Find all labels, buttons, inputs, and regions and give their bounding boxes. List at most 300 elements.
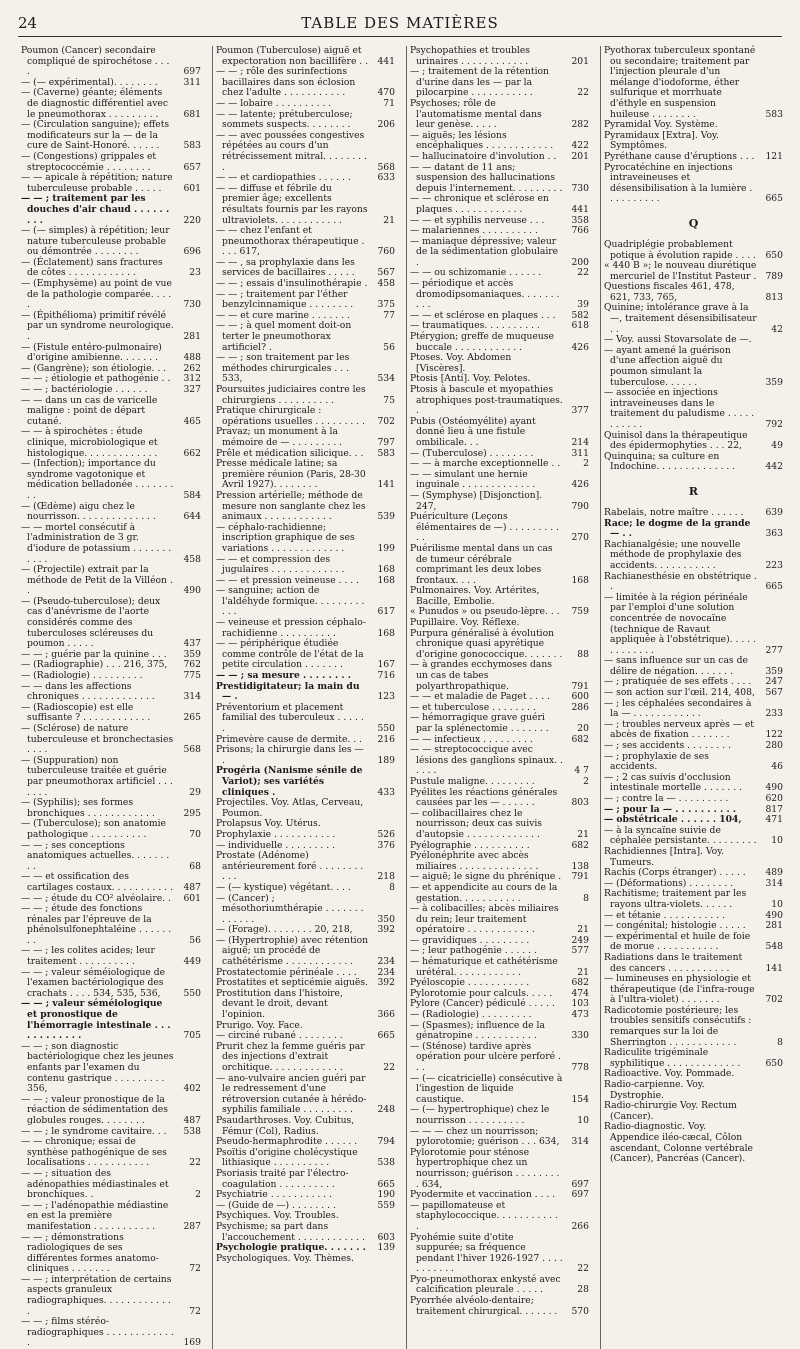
index-entry [21, 1317, 201, 1349]
entry-text: — (— cicatricielle) consécutive à l'ingestion de liquide caustique. [410, 1072, 563, 1105]
entry-page-number: 813 [765, 291, 783, 303]
index-entry [21, 904, 201, 946]
entry-page-number: 280 [765, 740, 783, 752]
entry-page-number: 123 [377, 691, 395, 703]
entry-page-number: 169 [183, 1337, 201, 1349]
entry-text: — — simulant une hernie inguinale . . . . . . . . . . . . . [410, 468, 536, 491]
entry-page-number: 775 [183, 670, 201, 682]
entry-page-number: 567 [377, 267, 395, 279]
entry-page-number: 778 [571, 1062, 589, 1073]
entry-page-number: 234 [377, 966, 395, 978]
entry-page-number: 21 [577, 966, 589, 978]
index-entry [216, 989, 395, 1021]
entry-page-number: 282 [571, 119, 589, 131]
entry-text: « 440 B »; le nouveau diurétique mercuriel de l'Institut Pasteur . [604, 260, 757, 282]
entry-page-number: 426 [571, 479, 589, 491]
entry-text: Rachitisme; traitement par les rayons ultra-violets. . . . . . [604, 888, 747, 910]
entry-page-number: 4 7 [574, 765, 589, 777]
index-entry [604, 656, 783, 677]
index-entry [410, 470, 589, 491]
entry-page-number: 474 [571, 987, 589, 999]
entry-text: — — ; traitement par l'éther benzylcinnamique . . . . . . . . [216, 288, 354, 311]
entry-page-number: 682 [571, 733, 589, 745]
index-entry [604, 889, 783, 910]
entry-text: — — et compression des jugulaires . . . . . . . . . . . . . [216, 553, 345, 576]
entry-page-number: 68 [189, 860, 201, 872]
entry-text: — (Infection); importance du syndrome vagotonique et médication belladonée . . . . . . . . . [21, 458, 174, 501]
index-entry [216, 131, 395, 173]
entry-text: Psoïtis d'origine cholécystique lithiasique . . . . . . . . . . [216, 1146, 358, 1169]
index-entry [21, 724, 201, 756]
entry-page-number: 470 [377, 87, 395, 99]
entry-text: — — ou schizomanie . . . . . . [410, 267, 542, 279]
entry-text: — — ; les colites acides; leur traitement . . . . . . . . . . [21, 945, 155, 968]
entry-page-number: 437 [183, 638, 201, 650]
index-entry [410, 544, 589, 586]
index-entry [410, 1127, 589, 1148]
index-entry [216, 555, 395, 576]
entry-page-number: 281 [183, 331, 201, 343]
index-entry [216, 1074, 395, 1116]
entry-page-number: 426 [571, 341, 589, 353]
index-entry [604, 46, 783, 120]
entry-text: — (Congestions) grippales et streptococcémie . . . . . . . . [21, 150, 157, 173]
index-entry [216, 226, 395, 258]
entry-text: Poumon (Tuberculose) aiguë et expectoration non bacillifère . . [216, 45, 369, 67]
entry-page-number: 154 [571, 1093, 589, 1105]
entry-text: — maniaque dépressive; valeur de la sédimentation globulaire . [410, 235, 559, 268]
index-entry [410, 332, 589, 353]
index-entry [604, 131, 783, 152]
index-entry [21, 597, 201, 650]
entry-page-number: 286 [571, 701, 589, 713]
index-entry [604, 163, 783, 205]
index-entry [410, 1201, 589, 1233]
entry-text: — hallucinatoire d'involution . . [410, 150, 557, 162]
entry-page-number: 8 [389, 881, 395, 893]
index-entry [21, 946, 201, 967]
entry-page-number: 2 [195, 1189, 201, 1201]
entry-text: — — chronique et sclérose en plaques . . . . . . . . . . . . [410, 193, 549, 215]
entry-page-number: 363 [765, 528, 783, 540]
entry-text: — ; pour la — . . . . . . . . . . [604, 803, 737, 815]
index-entry [604, 1080, 783, 1101]
entry-page-number: 277 [765, 644, 783, 656]
index-entry [410, 660, 589, 692]
entry-page-number: 366 [377, 1009, 395, 1021]
entry-text: Ptérygion; greffe de muqueuse buccale . . . . . . . . . . . . [410, 331, 554, 353]
entry-text: — aiguës; les lésions encéphaliques . . . . . . . . . . . . [410, 129, 554, 152]
entry-text: Radio-diagnostic. Voy. Appendice iléo-cæcal, Côlon ascendant, Colonne vertébrale (Cancer), Pancréas (Cancer). [604, 1121, 753, 1165]
entry-page-number: 21 [577, 828, 589, 840]
entry-page-number: 488 [183, 352, 201, 364]
entry-text: Pyorrhée alvéolo-dentaire; traitement chirurgical. . . . . . . [410, 1295, 558, 1317]
entry-page-number: 665 [765, 193, 783, 205]
index-entry [21, 343, 201, 364]
index-entry [410, 279, 589, 311]
index-entry [410, 1042, 589, 1074]
index-entry [216, 703, 395, 735]
index-entry [21, 565, 201, 597]
entry-page-number: 730 [183, 299, 201, 311]
index-entry [21, 173, 201, 194]
entry-text: Psoriasis traité par l'électro-coagulation . . . . . . . . . . [216, 1167, 349, 1190]
entry-page-number: 789 [765, 270, 783, 282]
entry-page-number: 790 [571, 500, 589, 512]
entry-page-number: 490 [765, 782, 783, 794]
entry-page-number: 22 [577, 87, 589, 99]
entry-page-number: 422 [571, 140, 589, 152]
index-entry [410, 957, 589, 978]
entry-text: Quinisol dans la thérapeutique des épidermophyties . . . 22, [604, 429, 748, 452]
index-entry [604, 240, 783, 261]
entry-text: Radio-carpienne. Voy. Dystrophie. [604, 1079, 705, 1101]
entry-text: — — latente; prétuberculose; sommets suspects. . . . . . . . [216, 108, 353, 131]
entry-page-number: 21 [383, 214, 395, 226]
entry-text: — ; les céphalées secondaires à la — . . . . . . . . . . . . [604, 697, 752, 720]
entry-text: Primevère cause de dermite. . . [216, 733, 362, 745]
entry-page-number: 583 [377, 447, 395, 459]
entry-page-number: 582 [571, 309, 589, 321]
entry-page-number: 791 [571, 680, 589, 692]
page-header [18, 10, 782, 37]
entry-text: Psychisme; sa part dans l'accouchement . . . . . . . . . . . . [216, 1220, 366, 1243]
entry-text: — (Radiographie) . . . 216, 375, [21, 659, 168, 671]
index-entry [410, 194, 589, 215]
entry-text: — — — chez un nourrisson; pylorotomie; guérison . . . 634, [410, 1125, 560, 1148]
entry-text: Pyélographie . . . . . . . . . . [410, 839, 530, 851]
entry-page-number: 201 [571, 55, 589, 67]
entry-page-number: 220 [183, 214, 201, 226]
entry-text: Prostatites et septicémie aiguës. [216, 977, 368, 989]
entry-text: Radiculite trigéminale syphilitique . . . . . . . . . . . . . [604, 1047, 741, 1069]
entry-text: Pyréthane cause d'éruptions . . . [604, 150, 755, 162]
index-entry [216, 491, 395, 523]
entry-page-number: 88 [577, 648, 589, 660]
entry-page-number: 223 [765, 559, 783, 571]
entry-page-number: 570 [571, 1305, 589, 1317]
index-entry [216, 745, 395, 766]
entry-text: — — lobaire . . . . . . . . . . [216, 97, 332, 109]
entry-page-number: 2 [583, 775, 589, 787]
entry-page-number: 359 [765, 665, 783, 677]
index-entry [216, 1042, 395, 1074]
entry-page-number: 650 [765, 1057, 783, 1069]
entry-text: — sanguine; action de l'aldéhyde formique. . . . . . . . . . . . [216, 585, 365, 618]
entry-text: Pyrocatéchine en injections intraveineuses et désensibilisation à la lumière . . . . . . . . . . [604, 161, 753, 205]
entry-text: — obstétricale . . . . . . 104, [604, 814, 742, 826]
index-entry [216, 1116, 395, 1137]
entry-text: Pyohémie suite d'otite suppurée; sa fréquence pendant l'hiver 1926-1927 . . . . . . . . . . . [410, 1231, 563, 1275]
entry-text: — sans influence sur un cas de délire de négation. . . . . . . [604, 655, 748, 677]
index-entry [604, 752, 783, 773]
entry-text: — — ; films stéréo-radiographiques . . . . . . . . . . . . . [21, 1316, 174, 1349]
entry-text: — traumatiques. . . . . . . . . . [410, 320, 540, 332]
entry-page-number: 550 [377, 723, 395, 734]
page-title: TABLE DES MATIÈRES [301, 14, 499, 32]
entry-page-number: 568 [183, 744, 201, 756]
entry-page-number: 330 [571, 1030, 589, 1042]
entry-text: Pravaz; un monument à la mémoire de — . . . . . . . . . [216, 426, 343, 448]
entry-text: — congénital; histologie . . . . . [604, 920, 746, 932]
entry-text: Pression artérielle; méthode de mesure non sanglante chez les animaux . . . . . . . . . . . . [216, 489, 366, 523]
entry-page-number: 216 [377, 733, 395, 745]
entry-page-number: 550 [183, 987, 201, 999]
entry-text: — — et ossification des cartilages costaux. . . . . . . . . . . [21, 871, 174, 893]
entry-text: Ptosis [Antí]. Voy. Pelotes. [410, 373, 531, 385]
entry-text: — — streptococcique avec lésions des ganglions spinaux. . . . . . [410, 744, 563, 777]
index-entry [21, 88, 201, 120]
entry-text: — (Radioscopie) est elle suffisante ? . . . . . . . . . . . . [21, 701, 151, 724]
index-entry [21, 1169, 201, 1201]
entry-text: — ; prophylaxie de ses accidents. [604, 750, 709, 773]
entry-page-number: 8 [583, 892, 589, 904]
entry-text: Prolapsus Voy. Utérus. [216, 818, 321, 830]
entry-text: Rachidiennes [Intra]. Voy. Tumeurs. [604, 845, 725, 868]
entry-text: — (— hypertrophique) chez le nourrisson . . . . . . . . . . [410, 1104, 550, 1126]
entry-page-number: 139 [377, 1242, 395, 1254]
entry-page-number: 22 [577, 267, 589, 279]
entry-page-number: 314 [571, 1136, 589, 1148]
index-entry [21, 523, 201, 565]
entry-page-number: 665 [377, 1178, 395, 1190]
entry-page-number: 314 [765, 877, 783, 889]
index-entry [216, 46, 395, 67]
entry-text: — — avec poussées congestives répétées au cours d'un rétrécissement mitral. . . . . . . . . [216, 129, 367, 173]
entry-text: Pyéloscopie . . . . . . . . . . . [410, 977, 530, 989]
index-entry [216, 894, 395, 926]
entry-page-number: 620 [765, 793, 783, 804]
entry-page-number: 168 [377, 574, 395, 586]
entry-page-number: 10 [771, 835, 783, 847]
entry-text: — (Épithélioma) primitif révélé par un syndrome neurologique. . [21, 309, 174, 343]
entry-text: Prostate (Adénome) antérieurement foré . . . . . . . . . . . [216, 850, 364, 883]
entry-text: Psychologiques. Voy. Thèmes. [216, 1252, 354, 1264]
index-entry [21, 682, 201, 703]
index-entry [410, 417, 589, 449]
entry-text: Rachis (Corps étranger) . . . . . [604, 867, 746, 879]
index-entry [604, 773, 783, 794]
entry-text: — — ; situation des adénopathies médiastinales et bronchiques. . [21, 1167, 169, 1201]
index-entry [410, 883, 589, 904]
entry-text: Préventorium et placement familial des tuberculeux . . . . . . [216, 701, 364, 734]
entry-text: — ; pratiquée de ses effets . . . . [604, 676, 752, 688]
entry-page-number: 71 [383, 97, 395, 109]
entry-page-number: 327 [183, 384, 201, 395]
entry-page-number: 23 [189, 267, 201, 279]
index-entry [21, 396, 201, 428]
entry-text: — (Caverne) géante; éléments de diagnostic différentiel avec le pneumothorax . . . . . . . . . [21, 87, 168, 120]
entry-text: — ; contre la — . . . . . . . . . [604, 793, 729, 804]
index-entry [604, 699, 783, 720]
entry-page-number: 392 [377, 924, 395, 936]
index-entry [604, 826, 783, 847]
index-entry [21, 258, 201, 279]
entry-page-number: 247 [765, 676, 783, 688]
index-column-3 [406, 46, 592, 1349]
entry-text: — limitée à la région périnéale par l'emploi d'une solution concentrée de novocaïne (technique de Ravaut appliquée à l'obstétrique). . . . . . . . . . . . . [604, 591, 756, 656]
index-entry [216, 110, 395, 131]
index-entry [410, 353, 589, 374]
entry-page-number: 618 [571, 320, 589, 332]
entry-page-number: 358 [571, 214, 589, 226]
index-entry [21, 1137, 201, 1169]
index-entry [410, 385, 589, 417]
index-entry [410, 46, 589, 67]
index-entry [21, 1201, 201, 1233]
index-entry [21, 279, 201, 311]
entry-page-number: 168 [571, 574, 589, 586]
entry-text: — — ; interprétation de certains aspects granuleux radiographiques. . . . . . . . . . . . . [21, 1273, 172, 1317]
entry-page-number: 10 [771, 898, 783, 910]
entry-text: — — et maladie de Paget . . . . [410, 691, 550, 703]
entry-page-number: 539 [377, 511, 395, 523]
entry-text: — — ; bactériologie . . . . . . [21, 384, 148, 395]
entry-text: — — infectieux . . . . . . . . . [410, 733, 533, 745]
entry-text: — (Fistule entéro-pulmonaire) d'origine amibienne. . . . . . . [21, 341, 162, 364]
entry-text: — — ; rôle des surinfections bacillaires dans son éclosion chez l'adulte . . . . . . . . . . . [216, 66, 356, 99]
entry-page-number: 548 [765, 941, 783, 953]
index-entry [604, 593, 783, 657]
entry-page-number: 287 [183, 1220, 201, 1232]
index-entry [21, 872, 201, 893]
entry-text: — (Gangrène); son étiologie. . . [21, 362, 167, 374]
entry-text: Prostitution dans l'histoire, devant le droit, devant l'opinion. [216, 987, 343, 1021]
entry-page-number: 471 [765, 814, 783, 826]
entry-page-number: 359 [183, 648, 201, 660]
index-entry [21, 46, 201, 78]
index-entry [410, 1275, 589, 1296]
entry-text: Pyo-pneumothorax enkysté avec calcification pleurale . . . . . [410, 1273, 561, 1296]
entry-text: Progéria (Nanisme sénile de Variot); ses variétés cliniques . [216, 765, 363, 798]
entry-text: — (Tuberculose); son anatomie pathologique . . . . . . . . . . [21, 818, 166, 840]
entry-text: Race; le dogme de la grande — . . [604, 517, 751, 540]
entry-text: — — ; étude du CO² alvéolaire. . [21, 892, 171, 904]
entry-page-number: 249 [571, 934, 589, 946]
entry-page-number: 705 [183, 1030, 201, 1042]
entry-text: — — chronique; essai de synthèse pathogénique de ses localisations . . . . . . . . . . . [21, 1136, 167, 1169]
entry-text: — — ; le syndrome cavitaire. . . [21, 1125, 167, 1137]
entry-text: Radioactive. Voy. Pommade. [604, 1068, 735, 1080]
index-entry [604, 303, 783, 335]
entry-text: — (Syphilis); ses formes bronchiques . . . . . . . . . . . . [21, 797, 155, 819]
entry-page-number: 490 [183, 585, 201, 597]
entry-text: — — ; à quel moment doit-on terter le pneumothorax artificiel? . [216, 320, 352, 353]
index-entry [604, 431, 783, 452]
index-entry [21, 1275, 201, 1317]
index-entry [216, 406, 395, 427]
entry-text: Poursuites judiciaires contre les chirurgiens . . . . . . . . . . [216, 384, 366, 406]
entry-text: — (Hypertrophie) avec rétention aiguë; un procédé de cathétérisme . . . . . . . . . . . . [216, 934, 369, 968]
entry-page-number: 458 [183, 553, 201, 565]
entry-page-number: 314 [183, 691, 201, 703]
entry-text: — (— expérimental). . . . . . . . [21, 76, 158, 88]
entry-text: — individuelle . . . . . . . . . [216, 839, 336, 851]
index-entry [216, 682, 395, 703]
index-entry [216, 67, 395, 99]
entry-page-number: 199 [377, 542, 395, 554]
entry-text: Poumon (Cancer) secondaire compliqué de spirochétose . . . . [21, 45, 170, 78]
index-entry [21, 1233, 201, 1275]
entry-page-number: 644 [183, 511, 201, 523]
entry-text: — — ; son diagnostic bactériologique chez les jeunes enfants par l'examen du contenu gastrique . . . . . . . . . 356, [21, 1040, 174, 1095]
entry-text: — son action sur l'œil. 214, 408, [604, 687, 755, 699]
index-entry [21, 841, 201, 873]
entry-text: Prostatectomie périnéale . . . . [216, 966, 357, 978]
index-entry [216, 184, 395, 226]
index-entry [604, 932, 783, 953]
entry-text: — — périphérique étudiée comme contrôle de l'état de la petite circulation . . . . . . . [216, 638, 364, 671]
index-entry [21, 311, 201, 343]
entry-text: Puériculture (Leçons élémentaires de —) . . . . . . . . . . . [410, 511, 560, 544]
index-entry [410, 745, 589, 777]
entry-page-number: 20 [577, 723, 589, 734]
index-entry [410, 512, 589, 544]
index-entry [21, 152, 201, 173]
index-entry [604, 261, 783, 282]
entry-text: — (Radiologie) . . . . . . . . . [21, 670, 143, 682]
entry-page-number: 766 [571, 225, 589, 237]
entry-text: Pratique chirurgicale : opérations usuelles . . . . . . . . . [216, 405, 366, 427]
entry-text: — (Œdème) aigu chez le nourrisson. . . . . . . . . . . . . . [21, 500, 156, 523]
entry-page-number: 248 [377, 1104, 395, 1116]
index-entry [216, 1148, 395, 1169]
index-entry [410, 713, 589, 734]
entry-page-number: 817 [765, 803, 783, 815]
entry-text: Radiations dans le traitement des cancers . . . . . . . . . . . [604, 951, 743, 974]
entry-page-number: 49 [771, 440, 783, 452]
index-entry [604, 282, 783, 303]
index-entry [410, 586, 589, 607]
entry-page-number: 791 [571, 871, 589, 883]
index-entry [410, 788, 589, 809]
entry-page-number: 138 [571, 860, 589, 872]
entry-text: — et tuberculose . . . . . . . . [410, 701, 536, 713]
index-entry [410, 1105, 589, 1126]
entry-page-number: 538 [183, 1125, 201, 1137]
entry-page-number: 28 [577, 1284, 589, 1296]
entry-page-number: 601 [183, 892, 201, 904]
entry-page-number: 190 [377, 1189, 395, 1201]
entry-text: — colibacillaires chez le nourrisson; deux cas suivis d'autopsie . . . . . . . . . . . . . [410, 807, 542, 840]
entry-text: — — , sa prophylaxie dans les services de bacillaires . . . . . [216, 256, 355, 279]
entry-text: Pustule maligne. . . . . . . . . [410, 775, 535, 787]
entry-page-number: 42 [771, 323, 783, 335]
index-entry [410, 1296, 589, 1317]
entry-page-number: 682 [571, 839, 589, 851]
entry-text: — ; leur pathogénie . . . . . . [410, 945, 537, 957]
entry-page-number: 141 [377, 479, 395, 491]
entry-text: — à grandes ecchymoses dans un cas de tabes polyarthropathique. [410, 659, 552, 692]
index-entry [410, 1021, 589, 1042]
entry-page-number: 487 [183, 881, 201, 893]
entry-page-number: 22 [577, 1263, 589, 1275]
entry-text: — (Radiologie) . . . . . . . . . [410, 1009, 532, 1021]
entry-page-number: 72 [189, 1305, 201, 1317]
entry-text: Psychiatrie . . . . . . . . . . . [216, 1189, 333, 1201]
entry-text: — — ; valeur séméiologique et pronostique de l'hémorragie intestinale . . . . . . . . . . . . [21, 998, 171, 1042]
entry-page-number: 792 [765, 419, 783, 430]
entry-text: — — à marche exceptionnelle . . [410, 458, 561, 470]
index-entry [216, 459, 395, 491]
entry-page-number: 189 [377, 754, 395, 766]
entry-page-number: 377 [571, 405, 589, 417]
entry-page-number: 568 [377, 161, 395, 173]
entry-text: Pyodermite et vaccination . . . . [410, 1189, 556, 1201]
entry-text: Prestidigitateur; la main du — . [216, 680, 360, 703]
index-entry [604, 953, 783, 974]
entry-text: Pyélonéphrite avec abcès miliaires . . . . . . . . . . . . . . [410, 850, 539, 872]
